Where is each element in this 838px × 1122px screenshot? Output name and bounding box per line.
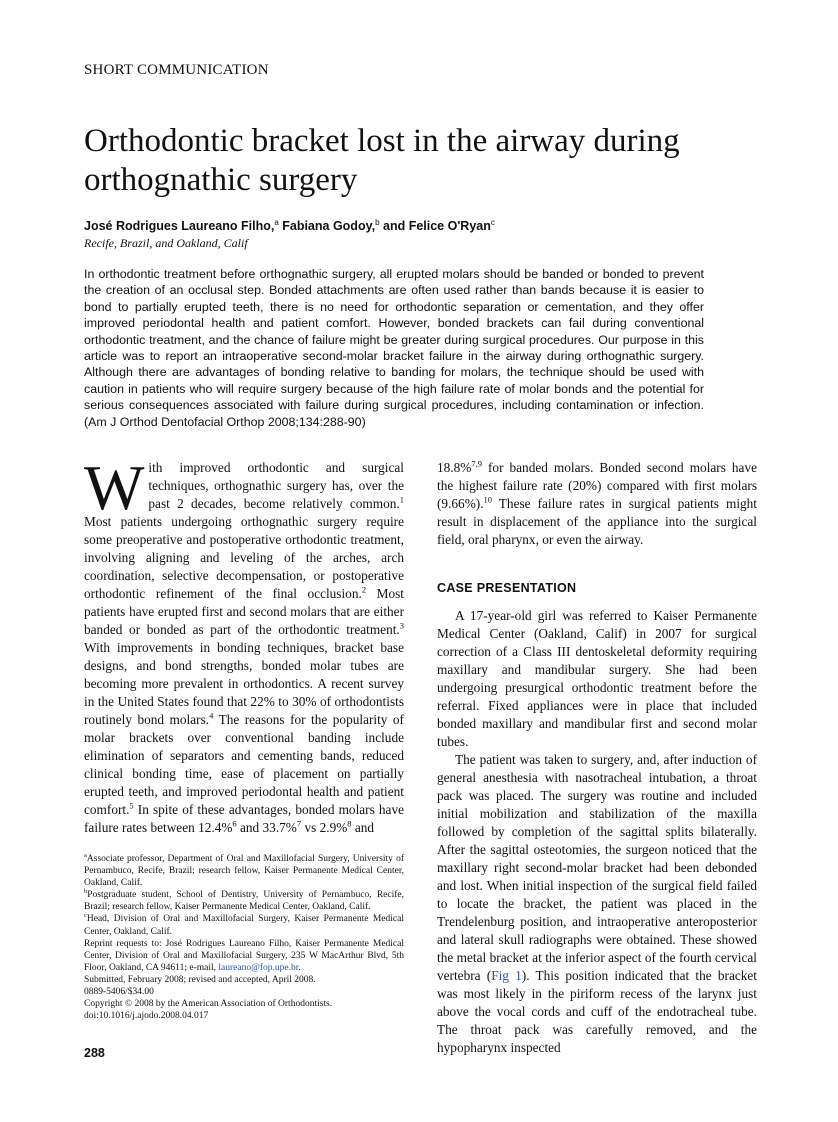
citation-10: 10	[483, 494, 493, 505]
citation-3: 3	[399, 620, 404, 631]
issn: 0889-5406/$34.00	[84, 987, 154, 998]
footnote-c-text: Head, Division of Oral and Maxillofacial Surgery, Kaiser Permanente Medical Center, Oakland, Calif.	[84, 914, 404, 937]
submission-dates: Submitted, February 2008; revised and accepted, April 2008.	[84, 974, 316, 985]
body-column-right	[437, 459, 757, 1057]
email-link[interactable]: laureano@fop.upe.br	[218, 962, 299, 973]
reprint-requests	[84, 938, 404, 974]
citation-2: 2	[361, 584, 367, 595]
case-p2-text-2: ). This position indicated that the bracket was most likely in the piriform recess of the larynx just above the vocal cords and cuff of the endotracheal tube. The throat pack was carefully removed, and the hypopharynx inspected	[437, 968, 757, 1055]
drop-cap: W	[84, 452, 145, 523]
footnotes	[84, 853, 404, 1022]
case-p2-text-1: The patient was taken to surgery, and, after induction of general anesthesia with nasotracheal intubation, a throat pack was placed. The surgery was routine and included initial mobilization and stabilization of the maxilla followed by completion of the sagittal splits bilaterally. After the sagittal osteotomies, the surgeon noticed that the maxillary right second-molar bracket had been debonded and lost. When initial inspection of the surgical field failed to locate the bracket, the patient was placed in the Trendelenburg position, and intraoperative anteroposterior and lateral skull radiographs were obtained. These showed the metal bracket at the inferior aspect of the fourth cervical vertebra (	[437, 752, 757, 983]
body-column-left	[84, 452, 404, 837]
intro-text-4: With improvements in bonding techniques, bracket base designs, and bond strengths, bonded molar tubes are becoming more prevalent in orthodontics. A recent survey in the United States found that 22% to 30% of orthodontists routinely bond molars.	[84, 640, 404, 727]
citation-7-9: 7,9	[471, 458, 482, 469]
author-2: Fabiana Godoy,	[278, 219, 376, 233]
case-presentation-heading: CASE PRESENTATION	[437, 581, 577, 595]
author-3-affil-mark: c	[490, 217, 495, 227]
reprint-text: Reprint requests to: José Rodrigues Laureano Filho, Kaiser Permanente Medical Center, Division of Oral and Maxillofacial Surgery, 235 W MacArthur Blvd, 5th Floor, Oakland, CA 94611; e-mail,	[84, 938, 404, 973]
intro-paragraph	[84, 452, 404, 837]
figure-1-link[interactable]: Fig 1	[491, 968, 522, 983]
intro-text-1: ith improved orthodontic and surgical techniques, orthognathic surgery has, over the past 2 decades, become relatively common.	[148, 460, 404, 511]
intro-cont-text-2: for banded molars. Bonded second molars have the highest failure rate (20%) compared with first molars (9.66%).	[437, 460, 757, 511]
intro-text-5: The reasons for the popularity of molar brackets over conventional banding include elimination of separators and cementing bands, reduced clinical bonding time, ease of placement on partially erupted teeth, and improved periodontal health and patient comfort.	[84, 712, 404, 817]
footnote-b-text: Postgraduate student, School of Dentistry, University of Pernambuco, Recife, Brazil; research fellow, Kaiser Permanente Medical Center, Oakland, Calif.	[84, 890, 404, 913]
intro-text-2: Most patients undergoing orthognathic surgery require some preoperative and postoperative orthodontic treatment, involving aligning and leveling of the arches, arch coordination, selective decompensation, or postoperative orthodontic refinement of the final occlusion.	[84, 514, 404, 601]
intro-text-6: In spite of these advantages, bonded molars have failure rates between 12.4%	[84, 802, 404, 835]
citation-8: 8	[347, 818, 352, 829]
abstract: In orthodontic treatment before orthognathic surgery, all erupted molars should be banded or bonded to prevent the creation of an occlusal step. Bonded attachments are often used rather than bands because it is easier to bond to partially erupted teeth, there is no need for orthodontic separation or cementation, and they offer improved periodontal health and patient comfort. However, bonded brackets can fail during conventional orthodontic treatment, and the chance of failure might be greater during surgical procedures. Our purpose in this article was to report an intraoperative second-molar bracket failure in the airway during orthognathic surgery. Although there are advantages of bonding relative to banding for molars, the technique should be used with caution in patients who will require surgery because of the high failure rate of molar bonds and the potential for serious consequences associated with failure during surgical procedures, including contamination or infection. (Am J Orthod Dentofacial Orthop 2008;134:288-90)	[84, 267, 704, 429]
author-3: and Felice O'Ryan	[379, 219, 491, 233]
article-title: Orthodontic bracket lost in the airway during orthognathic surgery	[84, 123, 680, 198]
case-paragraph-2	[437, 751, 757, 1057]
author-list	[84, 219, 495, 233]
case-paragraph-1: A 17-year-old girl was referred to Kaiser Permanente Medical Center (Oakland, Calif) in 2007 for surgical correction of a Class III dentoskeletal deformity requiring maxillary and mandibular surgery. She had been undergoing presurgical orthodontic treatment before the referral. Fixed appliances were in place that included bonded maxillary and mandibular first and second molar tubes.	[437, 608, 757, 749]
author-2-affil-mark: b	[375, 217, 380, 227]
page-number: 288	[84, 1046, 105, 1060]
intro-text-7: and 33.7%	[236, 820, 297, 835]
intro-text-9: and	[351, 820, 375, 835]
doi: doi:10.1016/j.ajodo.2008.04.017	[84, 1011, 209, 1022]
author-1: José Rodrigues Laureano Filho,	[84, 219, 275, 233]
section-label: SHORT COMMUNICATION	[84, 62, 269, 78]
intro-text-3: Most patients have erupted first and second molars that are either banded or bonded as part of the orthodontic treatment.	[84, 586, 404, 637]
citation-4: 4	[209, 710, 214, 721]
intro-text-8: vs 2.9%	[301, 820, 348, 835]
footnote-a-mark: a	[84, 851, 87, 859]
footnote-b-mark: b	[84, 888, 88, 896]
footnote-a-text: Associate professor, Department of Oral and Maxillofacial Surgery, University of Pernambuco, Recife, Brazil; research fellow, Kaiser Permanente Medical Center, Oakland, Calif.	[84, 854, 404, 889]
citation-5: 5	[129, 800, 134, 811]
author-1-affil-mark: a	[274, 217, 279, 227]
citation-6: 6	[232, 818, 237, 829]
reprint-end: .	[298, 962, 301, 973]
copyright: Copyright © 2008 by the American Association of Orthodontists.	[84, 999, 333, 1010]
footnote-b	[84, 889, 404, 913]
intro-continuation	[437, 459, 757, 549]
intro-cont-text-1: 18.8%	[437, 460, 472, 475]
footnote-c-mark: c	[84, 912, 87, 920]
footnote-a	[84, 853, 404, 889]
author-affiliation: Recife, Brazil, and Oakland, Calif	[84, 236, 248, 250]
citation-1: 1	[399, 494, 404, 505]
citation-7: 7	[296, 818, 302, 829]
intro-cont-text-3: These failure rates in surgical patients might result in displacement of the appliance into the surgical field, oral pharynx, or even the airway.	[437, 496, 757, 547]
footnote-c	[84, 913, 404, 937]
